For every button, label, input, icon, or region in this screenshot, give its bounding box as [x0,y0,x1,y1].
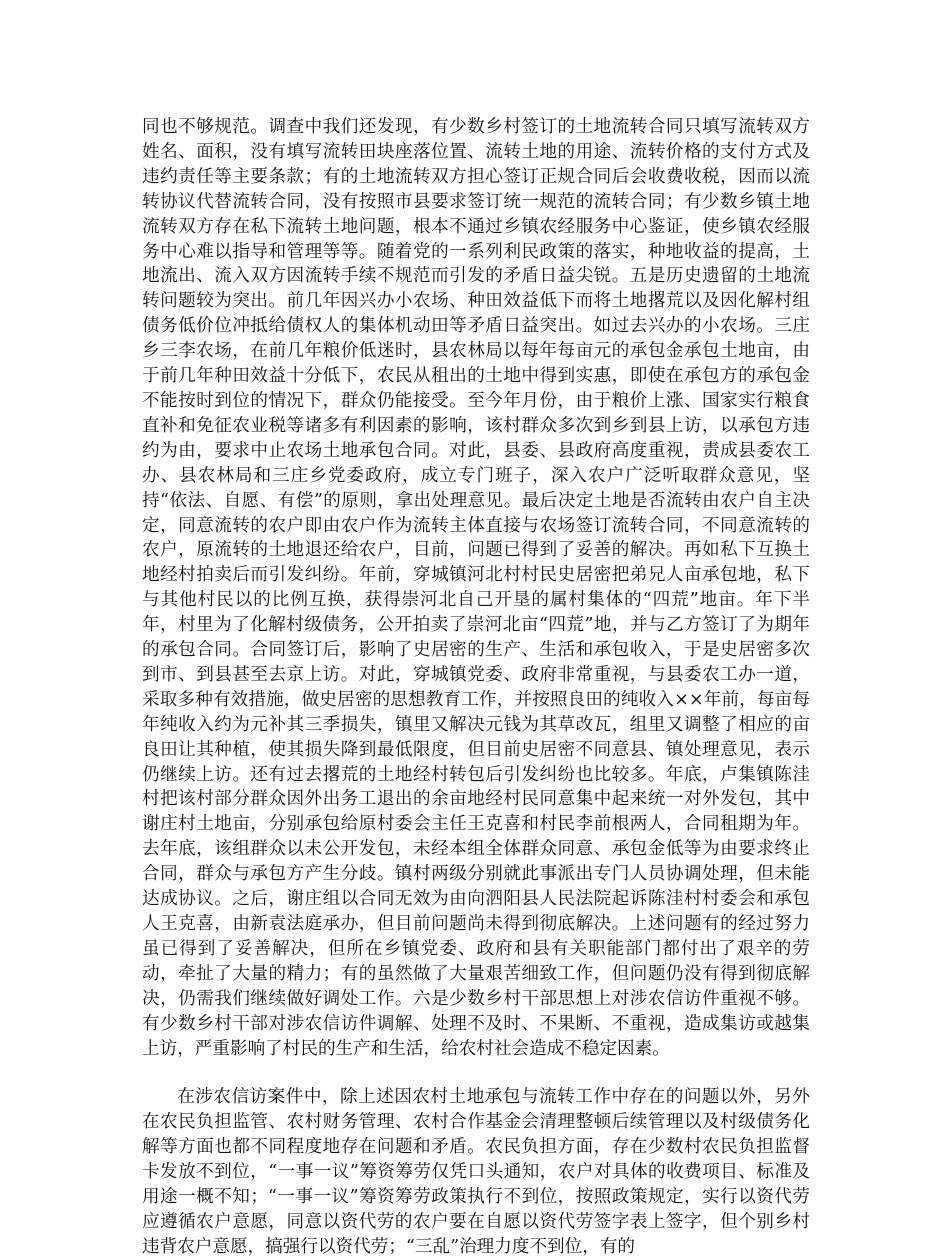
document-page [142,115,810,1260]
paragraph-other-issues: 在涉农信访案件中，除上述因农村土地承包与流转工作中存在的问题以外，另外在农民负担监管、农村财务管理、农村合作基金会清理整顿后续管理以及村级债务化解等方面也都不同程度地存在问题和矛盾。农民负担方面，存在少数村农民负担监督卡发放不到位，“一事一议”筹资筹劳仅凭口头通知，农户对具体的收费项目、标准及用途一概不知；“一事一议”筹资筹劳政策执行不到位，按照政策规定，实行以资代劳应遵循农户意愿，同意以资代劳的农户要在自愿以资代劳签字表上签字，但个别乡村违背农户意愿，搞强行以资代劳；“三乱”治理力度不到位，有的 [142,1087,810,1257]
paragraph-land-transfer-issues: 同也不够规范。调查中我们还发现，有少数乡村签订的土地流转合同只填写流转双方姓名、面积，没有填写流转田块座落位置、流转土地的用途、流转价格的支付方式及违约责任等主要条款；有的土地流转双方担心签订正规合同后会收费收税，因而以流转协议代替流转合同，没有按照市县要求签订统一规范的流转合同；有少数乡镇土地流转双方存在私下流转土地问题，根本不通过乡镇农经服务中心鉴证，使乡镇农经服务中心难以指导和管理等等。随着党的一系列利民政策的落实，种地收益的提高，土地流出、流入双方因流转手续不规范而引发的矛盾日益尖锐。五是历史遗留的土地流转问题较为突出。前几年因兴办小农场、种田效益低下而将土地撂荒以及因化解村组债务低价位冲抵给债权人的集体机动田等矛盾日益突出。如过去兴办的小农场。三庄乡三李农场，在前几年粮价低迷时，县农林局以每年每亩元的承包金承包土地亩，由于前几年种田效益十分低下，农民从租出的土地中得到实惠，即使在承包方的承包金不能按时到位的情况下，群众仍能接受。至今年月份，由于粮价上涨、国家实行粮食直补和免征农业税等诸多有利因素的影响，该村群众多次到乡到县上访，以承包方违约为由，要求中止农场土地承包合同。对此，县委、县政府高度重视，责成县委农工办、县农林局和三庄乡党委政府，成立专门班子，深入农户广泛听取群众意见，坚持“依法、自愿、有偿”的原则，拿出处理意见。最后决定土地是否流转由农户自主决定，同意流转的农户即由农户作为流转主体直接与农场签订流转合同，不同意流转的农户，原流转的土地退还给农户，目前，问题已得到了妥善的解决。再如私下互换土地经村拍卖后而引发纠纷。年前，穿城镇河北村村民史居密把弟兄人亩承包地，私下与其他村民以的比例互换，获得崇河北自己开垦的属村集体的“四荒”地亩。年下半年，村里为了化解村级债务，公开拍卖了崇河北亩“四荒”地，并与乙方签订了为期年的承包合同。合同签订后，影响了史居密的生产、生活和承包收入，于是史居密多次到市、到县甚至去京上访。对此，穿城镇党委、政府非常重视，与县委农工办一道，采取多种有效措施，做史居密的思想教育工作，并按照良田的纯收入××年前，每亩每年纯收入约为元补其三季损失，镇里又解决元钱为其草改瓦，组里又调整了相应的亩良田让其种植，使其损失降到最低限度，但目前史居密不同意县、镇处理意见，表示仍继续上访。还有过去撂荒的土地经村转包后引发纠纷也比较多。年底，卢集镇陈洼村把该村部分群众因外出务工退出的余亩地经村民同意集中起来统一对外发包，其中谢庄村土地亩，分别承包给原村委会主任王克喜和村民李前根两人，合同租期为年。去年底，该组群众以未公开发包，未经本组全体群众同意、承包金低等为由要求终止合同，群众与承包方产生分歧。镇村两级分别就此事派出专门人员协调处理，但未能达成协议。之后，谢庄组以合同无效为由向泗阳县人民法院起诉陈洼村村委会和承包人王克喜，由新袁法庭承办，但目前问题尚未得到彻底解决。上述问题有的经过努力虽已得到了妥善解决，但所在乡镇党委、政府和县有关职能部门都付出了艰辛的劳动，牵扯了大量的精力；有的虽然做了大量艰苦细致工作，但问题仍没有得到彻底解决，仍需我们继续做好调处工作。六是少数乡村干部思想上对涉农信访件重视不够。有少数乡村干部对涉农信访件调解、处理不及时、不果断、不重视，造成集访或越集上访，严重影响了村民的生产和生活，给农村社会造成不稳定因素。 [142,117,810,1059]
